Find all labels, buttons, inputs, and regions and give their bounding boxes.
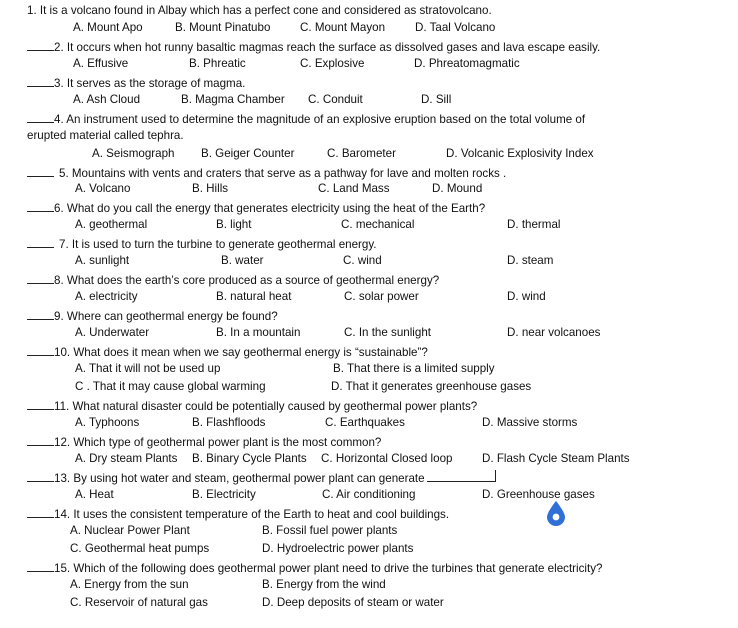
q14-option-d: D. Hydroelectric power plants [262,542,414,555]
question-6-text: 6. What do you call the energy that generates electricity using the heat of the Earth? [54,202,486,215]
question-7-text: 7. It is used to turn the turbine to generate geothermal energy. [59,238,377,251]
answer-blank[interactable] [27,200,54,212]
question-1-text: 1. It is a volcano found in Albay which has a perfect cone and considered as stratovolcano. [27,4,492,17]
q7-option-d: D. steam [507,254,554,267]
q14-option-b: B. Fossil fuel power plants [262,524,398,537]
question-10-line [27,344,428,360]
q1-option-a: A. Mount Apo [73,21,143,34]
answer-blank[interactable] [27,506,54,518]
answer-blank[interactable] [27,75,54,87]
q9-option-b: B. In a mountain [216,326,301,339]
q6-option-c: C. mechanical [341,218,415,231]
question-15-line [27,560,602,576]
question-5-text: 5. Mountains with vents and craters that serve as a pathway for lave and molten rocks . [59,167,507,180]
q15-option-b: B. Energy from the wind [262,578,386,591]
question-14-text: 14. It uses the consistent temperature of the Earth to heat and cool buildings. [54,508,450,521]
q6-option-d: D. thermal [507,218,561,231]
q4-option-c: C. Barometer [327,147,396,160]
q2-option-a: A. Effusive [73,57,129,70]
answer-blank[interactable] [27,344,54,356]
q15-option-a: A. Energy from the sun [70,578,189,591]
q11-option-b: B. Flashfloods [192,416,266,429]
q12-option-c: C. Horizontal Closed loop [321,452,453,465]
answer-blank[interactable] [27,398,54,410]
answer-blank[interactable] [27,470,54,482]
question-3-line [27,75,245,91]
question-10-text: 10. What does it mean when we say geothermal energy is “sustainable”? [54,346,428,359]
question-12-text: 12. Which type of geothermal power plant is the most common? [54,436,382,449]
q3-option-d: D. Sill [421,93,452,106]
q7-option-c: C. wind [343,254,382,267]
q11-option-a: A. Typhoons [75,416,140,429]
q13-option-b: B. Electricity [192,488,256,501]
q5-option-b: B. Hills [192,182,229,195]
q3-option-c: C. Conduit [308,93,363,106]
q9-option-a: A. Underwater [75,326,150,339]
q10-option-a: A. That it will not be used up [75,362,221,375]
q10-option-c: C . That it may cause global warming [75,380,266,393]
q10-option-d: D. That it generates greenhouse gases [331,380,532,393]
question-2-line [27,39,600,55]
q1-option-d: D. Taal Volcano [415,21,496,34]
q12-option-d: D. Flash Cycle Steam Plants [482,452,630,465]
fill-in-blank[interactable] [427,470,496,482]
q3-option-a: A. Ash Cloud [73,93,141,106]
question-11-line [27,398,477,414]
question-12-line [27,434,381,450]
answer-blank[interactable] [27,308,54,320]
q8-option-c: C. solar power [344,290,419,303]
q2-option-c: C. Explosive [300,57,365,70]
answer-blank[interactable] [27,111,54,123]
question-3-text: 3. It serves as the storage of magma. [54,77,246,90]
question-2-text: 2. It occurs when hot runny basaltic magmas reach the surface as dissolved gases and lava escape easily. [54,41,601,54]
q15-option-d: D. Deep deposits of steam or water [262,596,444,609]
question-13-text: 13. By using hot water and steam, geothermal power plant can generate [54,472,425,485]
question-13-line [27,470,496,486]
q10-option-b: B. That there is a limited supply [333,362,495,375]
q7-option-a: A. sunlight [75,254,130,267]
q8-option-b: B. natural heat [216,290,292,303]
q12-option-a: A. Dry steam Plants [75,452,178,465]
q4-option-b: B. Geiger Counter [201,147,295,160]
question-14-line [27,506,449,522]
q8-option-a: A. electricity [75,290,138,303]
q15-option-c: C. Reservoir of natural gas [70,596,208,609]
q2-option-d: D. Phreatomagmatic [414,57,520,70]
q13-option-d: D. Greenhouse gases [482,488,595,501]
question-15-text: 15. Which of the following does geothermal power plant need to drive the turbines that generate electricity? [54,562,603,575]
question-7-line [27,236,377,252]
question-8-line [27,272,439,288]
question-6-line [27,200,485,216]
q4-option-a: A. Seismograph [92,147,175,160]
q5-option-d: D. Mound [432,182,483,195]
q3-option-b: B. Magma Chamber [181,93,285,106]
q13-option-c: C. Air conditioning [322,488,416,501]
q14-option-a: A. Nuclear Power Plant [70,524,190,537]
q13-option-a: A. Heat [75,488,114,501]
q14-option-c: C. Geothermal heat pumps [70,542,210,555]
q11-option-c: C. Earthquakes [325,416,405,429]
question-8-text: 8. What does the earth’s core produced as a source of geothermal energy? [54,274,440,287]
question-4-text: 4. An instrument used to determine the magnitude of an explosive eruption based on the total volume of [54,113,586,126]
q4-option-d: D. Volcanic Explosivity Index [446,147,594,160]
q6-option-a: A. geothermal [75,218,148,231]
q6-option-b: B. light [216,218,252,231]
question-5-line [27,165,506,181]
answer-blank[interactable] [27,434,54,446]
q8-option-d: D. wind [507,290,546,303]
q9-option-c: C. In the sunlight [344,326,432,339]
q9-option-d: D. near volcanoes [507,326,601,339]
question-9-text: 9. Where can geothermal energy be found? [54,310,278,323]
water-drop-icon [546,500,566,526]
question-4-line [27,111,585,127]
question-9-line [27,308,278,324]
q12-option-b: B. Binary Cycle Plants [192,452,307,465]
q11-option-d: D. Massive storms [482,416,578,429]
answer-blank[interactable] [27,236,54,248]
q7-option-b: B. water [221,254,264,267]
q5-option-a: A. Volcano [75,182,131,195]
answer-blank[interactable] [27,560,54,572]
q1-option-c: C. Mount Mayon [300,21,386,34]
question-4-text-continued: erupted material called tephra. [27,129,184,142]
answer-blank[interactable] [27,272,54,284]
q2-option-b: B. Phreatic [189,57,246,70]
q1-option-b: B. Mount Pinatubo [175,21,271,34]
answer-blank[interactable] [27,165,54,177]
answer-blank[interactable] [27,39,54,51]
q5-option-c: C. Land Mass [318,182,390,195]
question-11-text: 11. What natural disaster could be potentially caused by geothermal power plants? [54,400,478,413]
